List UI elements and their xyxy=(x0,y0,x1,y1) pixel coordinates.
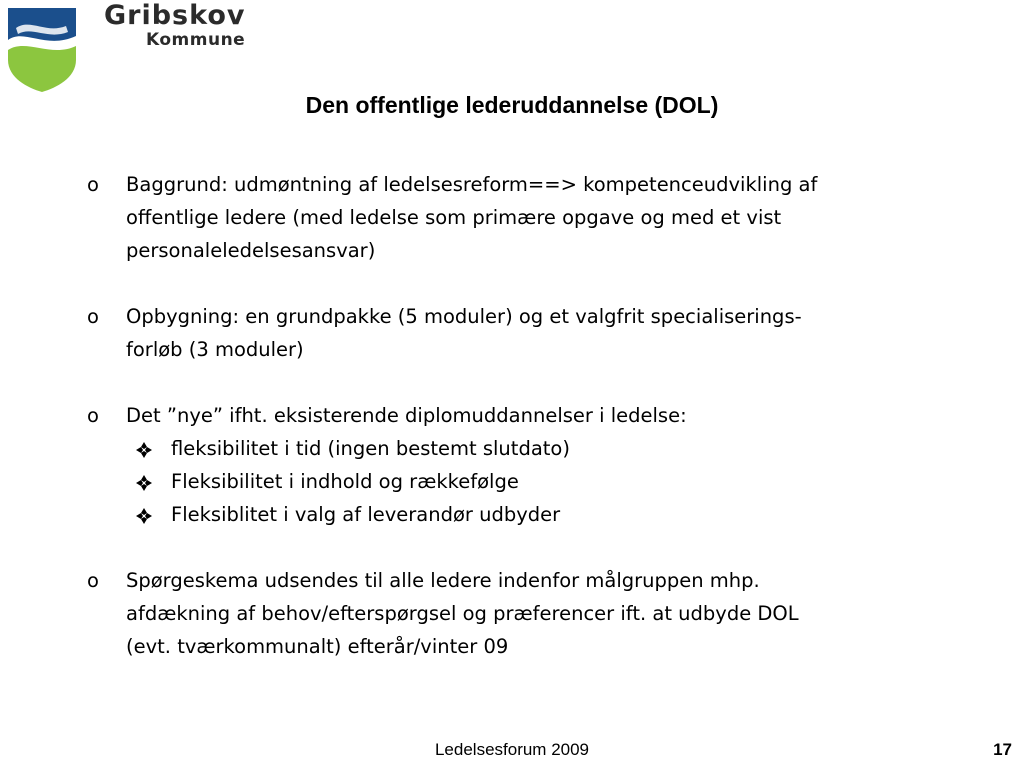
page-number: 17 xyxy=(993,740,1012,759)
bullet-line: forløb (3 moduler) xyxy=(126,338,304,361)
bullet-line: Baggrund: udmøntning af ledelsesreform==> kompetenceudvikling af xyxy=(126,173,818,196)
bullet-line: Spørgeskema udsendes til alle ledere indenfor målgruppen mhp. xyxy=(126,569,760,592)
bullet-marker: o xyxy=(87,404,99,427)
bullet-line: afdækning af behov/efterspørgsel og præferencer ift. at udbyde DOL xyxy=(126,602,799,625)
bullet-line: offentlige ledere (med ledelse som primære opgave og med et vist xyxy=(126,206,782,229)
sub-bullet-item xyxy=(126,465,946,498)
bullet-line: personaleledelsesansvar) xyxy=(126,239,376,262)
slide-body xyxy=(0,168,1024,663)
logo-name: Gribskov xyxy=(104,0,246,31)
bullet-item xyxy=(0,399,946,531)
bullet-marker: o xyxy=(87,569,99,592)
sub-bullet-item xyxy=(126,498,946,531)
sub-bullet-text: Fleksibilitet i indhold og rækkefølge xyxy=(171,470,519,493)
footer-text: Ledelsesforum 2009 xyxy=(434,740,590,759)
sub-bullet-text: fleksibilitet i tid (ingen bestemt slutdato) xyxy=(171,437,570,460)
slide-title: Den offentlige lederuddannelse (DOL) xyxy=(305,92,719,118)
diamond-bullet-icon xyxy=(136,508,152,524)
bullet-line: Det ”nye” ifht. eksisterende diplomuddannelser i ledelse: xyxy=(126,404,687,427)
bullet-item xyxy=(0,168,946,267)
sub-bullet-item xyxy=(126,432,946,465)
gribskov-logo xyxy=(0,0,268,96)
bullet-item xyxy=(0,564,946,663)
bullet-marker: o xyxy=(87,305,99,328)
logo-subname: Kommune xyxy=(146,30,246,50)
diamond-bullet-icon xyxy=(136,442,152,458)
bullet-marker: o xyxy=(87,173,99,196)
gribskov-emblem-icon xyxy=(6,6,78,94)
diamond-bullet-icon xyxy=(136,475,152,491)
bullet-line: Opbygning: en grundpakke (5 moduler) og et valgfrit specialiserings- xyxy=(126,305,802,328)
sub-bullet-text: Fleksiblitet i valg af leverandør udbyder xyxy=(171,503,561,526)
bullet-line: (evt. tværkommunalt) efterår/vinter 09 xyxy=(126,635,509,658)
bullet-item xyxy=(0,300,946,366)
